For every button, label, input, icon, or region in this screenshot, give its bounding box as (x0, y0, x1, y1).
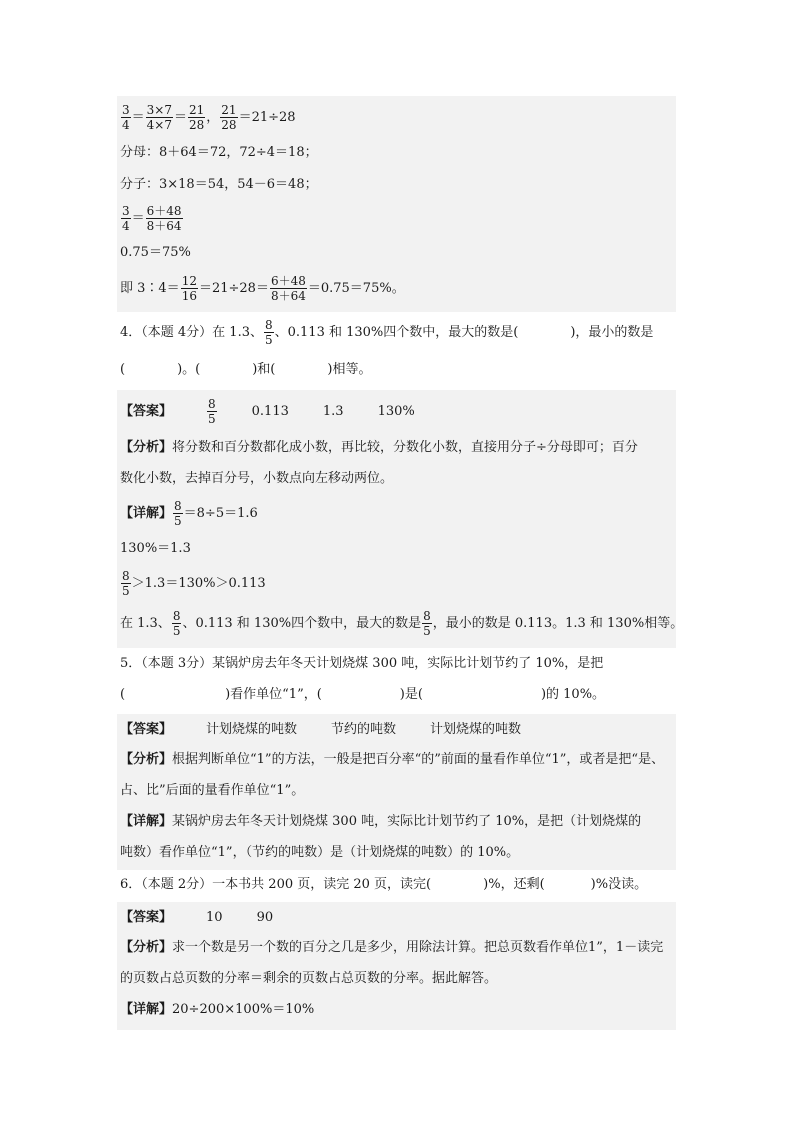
answer-tag: 【答案】 (120, 910, 173, 925)
q4-solution-block (117, 390, 684, 648)
q5-analysis-line-1: 【分析】根据判断单位“1”的方法，一般是把百分率“的”前面的量看作单位“1”，或者是把“是、 (120, 752, 665, 767)
answer-tag: 【答案】 (120, 404, 173, 419)
q3-solution-line-4: $\frac{3}{4}$ ＝ $\frac{6+48}{8+64}$ (122, 204, 182, 233)
q6-solution-block (117, 902, 676, 1030)
q5-stem-line-2: ( )看作单位“1”，( )是( )的 10%。 (120, 687, 606, 702)
q4-analysis-line-2: 数化小数，去掉百分号，小数点向左移动两位。 (120, 471, 394, 486)
q4-question (117, 312, 676, 386)
detail-tag: 【详解】 (120, 1002, 173, 1017)
q5-analysis-line-2: 占、比”后面的量看作单位“1”。 (120, 783, 305, 798)
detail-tag: 【详解】 (120, 506, 173, 521)
q4-answer-line: 【答案】 $\frac{8}{5}$ 0.113 1.3 130% (120, 397, 415, 426)
q4-analysis-line-1: 【分析】将分数和百分数都化成小数，再比较，分数化小数，直接用分子÷分母即可；百分 (120, 440, 638, 455)
q3-solution-line-1: $\frac{3}{4}$ ＝ $\frac{3\times 7}{4\times 7}$ ＝ $\frac{21}{28}$ ， $\frac{21}{28}$ ＝21÷28 (122, 103, 296, 132)
q4-detail-line-2: 130%＝1.3 (120, 541, 191, 556)
fraction: $\frac{3}{4}$ (122, 103, 130, 132)
q3-conclusion-line: 即 3∶4＝ $\frac{12}{16}$ ＝21÷28＝ $\frac{6+48}{8+64}$ ＝0.75＝75%。 (120, 274, 405, 303)
fraction: $\frac{6+48}{8+64}$ (146, 204, 182, 233)
fraction: $\frac{21}{28}$ (189, 103, 205, 132)
q5-question (117, 648, 676, 710)
fraction: $\frac{6+48}{8+64}$ (270, 274, 306, 303)
fraction: $\frac{3}{4}$ (122, 204, 130, 233)
fraction: $\frac{8}{5}$ (172, 609, 181, 638)
detail-tag: 【详解】 (120, 814, 173, 829)
document-page (117, 96, 684, 1030)
fraction: $\frac{8}{5}$ (122, 569, 130, 598)
q5-detail-line-1: 【详解】某锅炉房去年冬天计划烧煤 300 吨，实际比计划节约了 10%，是把（计划烧煤的 (120, 814, 642, 829)
fraction: $\frac{21}{28}$ (221, 103, 237, 132)
q3-numerator-line: 分子：3×18＝54，54－6＝48； (120, 177, 318, 192)
q6-analysis-line-2: 的页数占总页数的分率＝剩余的页数占总页数的分率。据此解答。 (120, 971, 498, 986)
q5-solution-block (117, 714, 676, 870)
q6-detail-line-1: 【详解】20÷200×100%＝10% (120, 1002, 315, 1017)
fraction: $\frac{8}{5}$ (264, 318, 273, 347)
q4-detail-line-4: 在 1.3、 $\frac{8}{5}$ 、0.113 和 130%四个数中，最大的数是 $\frac{8}{5}$ ，最小的数是 0.113。1.3 和 130%相等。 (120, 609, 684, 638)
q4-detail-line-1: 【详解】 $\frac{8}{5}$ ＝8÷5＝1.6 (120, 499, 258, 528)
q4-detail-line-3: $\frac{8}{5}$ ＞1.3＝130%＞0.113 (122, 569, 266, 598)
fraction: $\frac{8}{5}$ (174, 499, 182, 528)
q4-stem-line-1: 4．（本题 4分）在 1.3、 $\frac{8}{5}$ 、0.113 和 130%四个数中，最大的数是( )，最小的数是 (120, 318, 654, 347)
analysis-tag: 【分析】 (120, 440, 173, 455)
q6-answer-line: 【答案】 10 90 (120, 910, 274, 925)
fraction: $\frac{3\times 7}{4\times 7}$ (146, 103, 172, 132)
q5-answer-line: 【答案】 计划烧煤的吨数 节约的吨数 计划烧煤的吨数 (120, 722, 522, 737)
answer-tag: 【答案】 (120, 722, 173, 737)
q5-stem-line-1: 5．（本题 3分）某锅炉房去年冬天计划烧煤 300 吨，实际比计划节约了 10%，是把 (120, 656, 604, 671)
q6-stem-line: 6．（本题 2分）一本书共 200 页，读完 20 页，读完( )%，还剩( )%没读。 (120, 877, 648, 892)
fraction: $\frac{8}{5}$ (423, 609, 431, 638)
q6-analysis-line-1: 【分析】求一个数是另一个数的百分之几是多少，用除法计算。把总页数看作单位1”，1－读完 (120, 940, 664, 955)
q3-solution-block (117, 96, 676, 312)
analysis-tag: 【分析】 (120, 752, 173, 767)
q3-denominator-line: 分母：8＋64＝72，72÷4＝18； (120, 145, 318, 160)
q4-stem-line-2: ( )。( )和( )相等。 (120, 362, 372, 377)
analysis-tag: 【分析】 (120, 940, 173, 955)
q3-percent-line: 0.75＝75% (120, 245, 191, 260)
q6-question (117, 870, 676, 900)
fraction: $\frac{8}{5}$ (208, 397, 216, 426)
q5-detail-line-2: 吨数）看作单位“1”，（节约的吨数）是（计划烧煤的吨数）的 10%。 (120, 845, 520, 860)
fraction: $\frac{12}{16}$ (181, 274, 197, 303)
